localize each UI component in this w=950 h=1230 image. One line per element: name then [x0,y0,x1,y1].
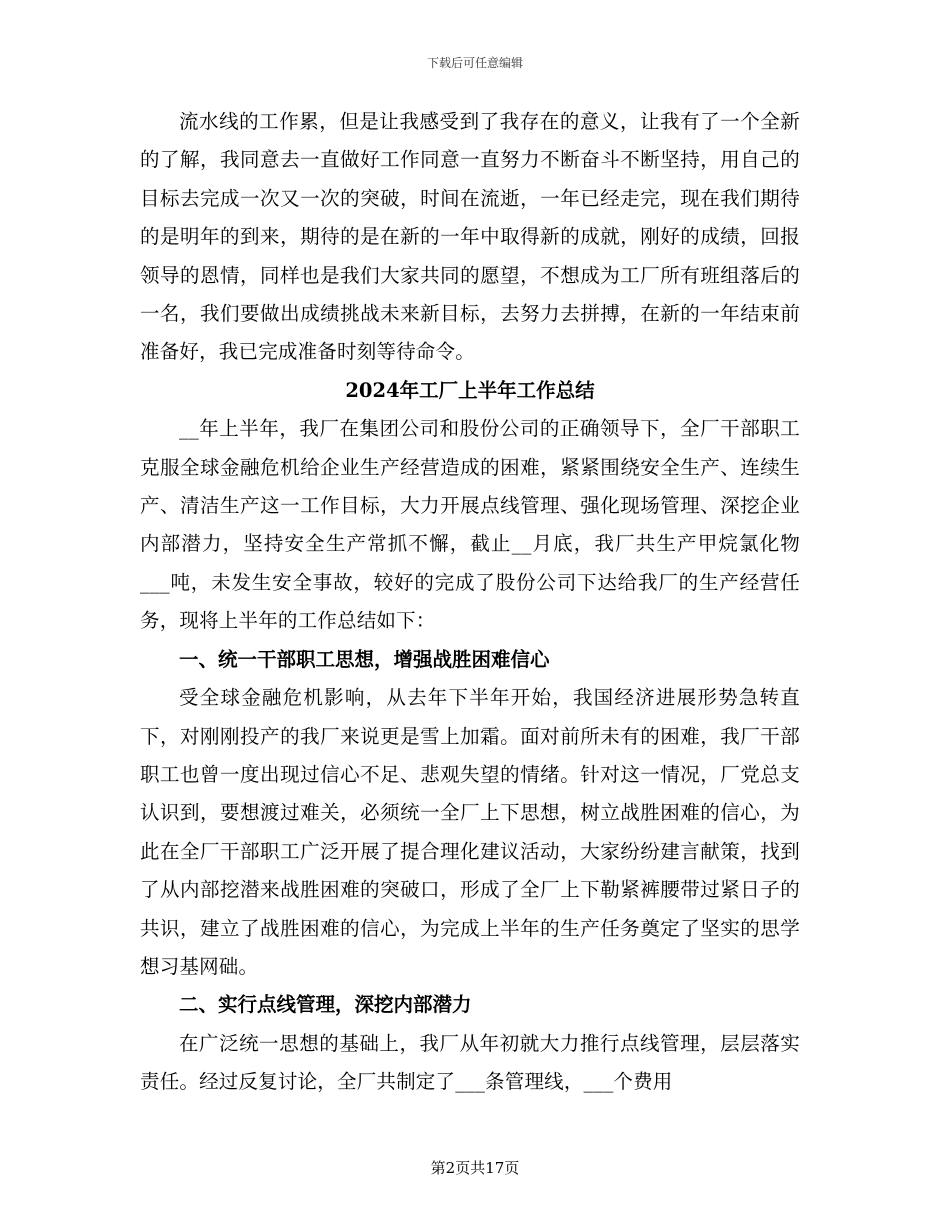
document-body [140,103,800,1102]
intro-paragraph: __年上半年，我厂在集团公司和股份公司的正确领导下，全厂干部职工克服全球金融危机给企业生产经营造成的困难，紧紧围绕安全生产、连续生产、清洁生产这一工作目标，大力开展点线管理、强化现场管理、深挖企业内部潜力，坚持安全生产常抓不懈，截止__月底，我厂共生产甲烷氯化物___吨，未发生安全事故，较好的完成了股份公司下达给我厂的生产经营任务，现将上半年的工作总结如下： [140,417,800,633]
continuation-paragraph: 流水线的工作累，但是让我感受到了我存在的意义，让我有了一个全新的了解，我同意去一直做好工作同意一直努力不断奋斗不断坚持，用自己的目标去完成一次又一次的突破，时间在流逝，一年已经走完，现在我们期待的是明年的到来，期待的是在新的一年中取得新的成就，刚好的成绩，回报领导的恩情，同样也是我们大家共同的愿望，不想成为工厂所有班组落后的一名，我们要做出成绩挑战未来新目标，去努力去拼搏，在新的一年结束前准备好，我已完成准备时刻等待命令。 [140,110,800,364]
section-paragraph-1: 受全球金融危机影响，从去年下半年开始，我国经济进展形势急转直下，对刚刚投产的我厂来说更是雪上加霜。面对前所未有的困难，我厂干部职工也曾一度出现过信心不足、悲观失望的情绪。针对这一情况，厂党总支认识到，要想渡过难关，必须统一全厂上下思想，树立战胜困难的信心，为此在全厂干部职工广泛开展了提合理化建议活动，大家纷纷建言献策，找到了从内部挖潜来战胜困难的突破口，形成了全厂上下勒紧裤腰带过紧日子的共识，建立了战胜困难的信心，为完成上半年的生产任务奠定了坚实的思学想习基网础。 [140,686,800,978]
header-note: 下载后可任意编辑 [426,56,523,70]
section-heading-2: 二、实行点线管理，深挖内部潜力 [179,993,472,1017]
section-paragraph-2: 在广泛统一思想的基础上，我厂从年初就大力推行点线管理，层层落实责任。经过反复讨论，全厂共制定了___条管理线，___个费用 [140,1031,800,1094]
section-heading-1: 一、统一干部职工思想，增强战胜困难信心 [179,647,550,671]
page-number: 第2页共17页 [430,1159,520,1177]
document-title: 2024年工厂上半年工作总结 [345,378,595,402]
